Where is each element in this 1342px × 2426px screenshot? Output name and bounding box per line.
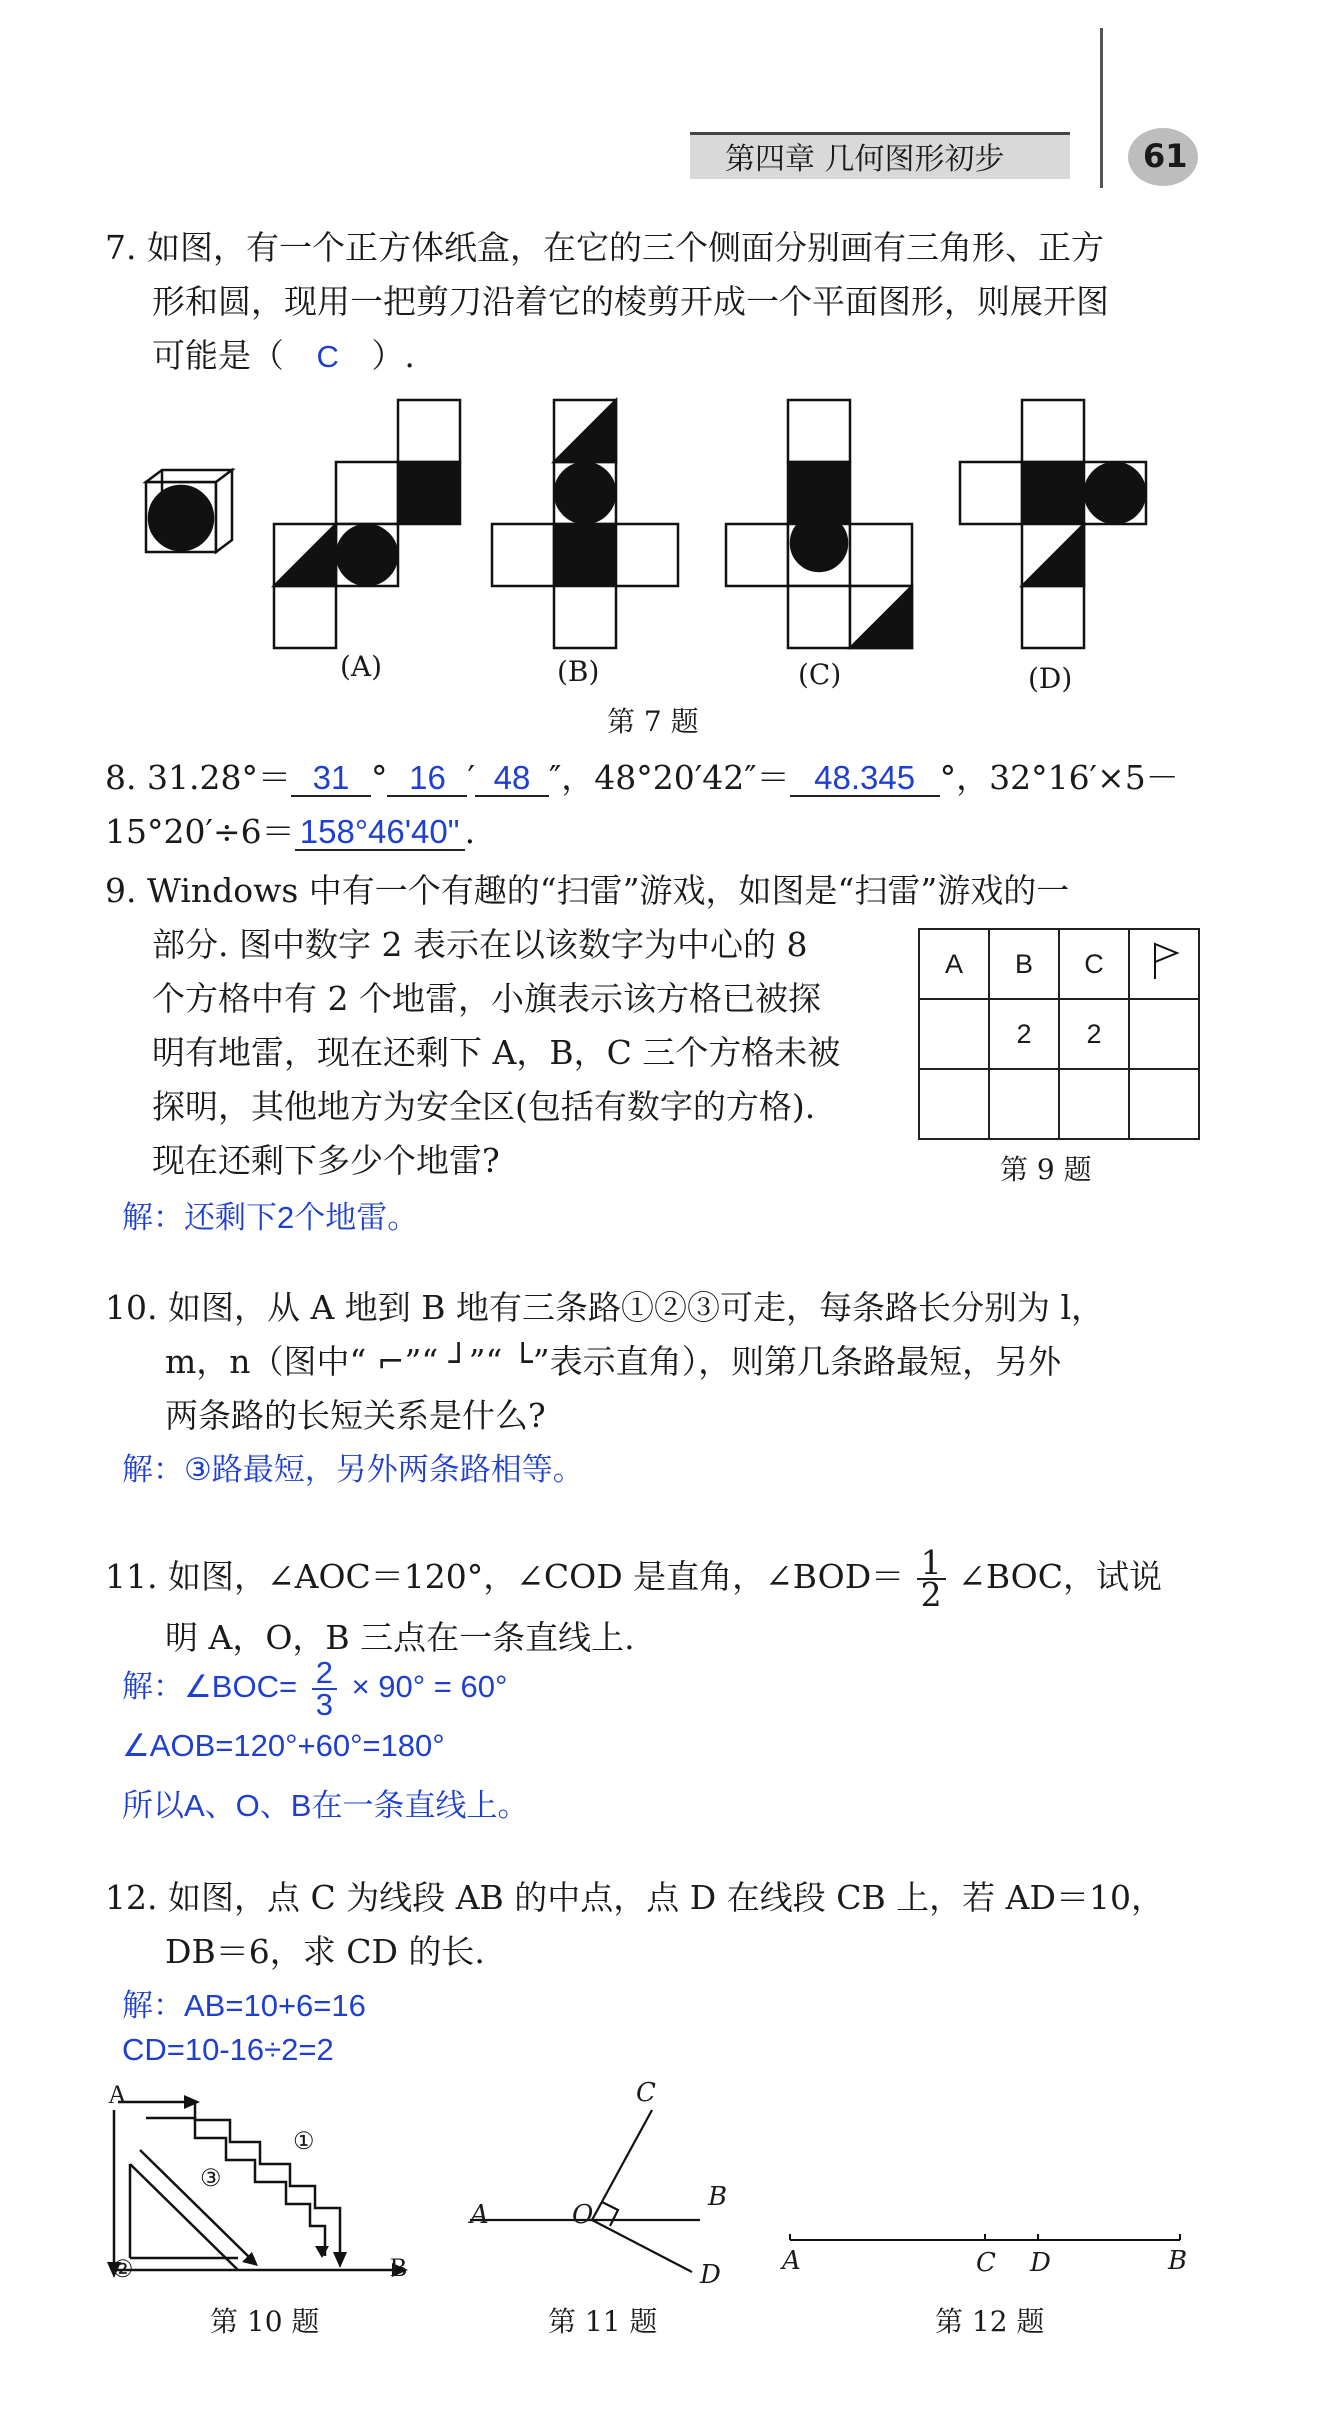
q9-line6: 现在还剩下多少个地雷? <box>152 1141 500 1180</box>
grid-cell <box>919 999 989 1069</box>
fig10-label-route1: ① <box>293 2127 315 2155</box>
chapter-title: 第四章 几何图形初步 <box>725 142 1005 177</box>
q11-answer-line1: 解：∠BOC= $\frac{2}{3}$ × 90° = 60° <box>122 1655 508 1722</box>
q11-caption: 第 11 题 <box>548 2305 658 2338</box>
q10-caption: 第 10 题 <box>210 2305 320 2338</box>
q12-line2: DB＝6，求 CD 的长. <box>165 1932 485 1971</box>
net-option-d <box>960 400 1146 648</box>
fig11-label-o: O <box>572 2200 594 2230</box>
q11-line1: 11. 如图，∠AOC＝120°，∠COD 是直角，∠BOD＝ $\frac{1}{2}$ ∠BOC，试说 <box>105 1543 1162 1614</box>
grid-cell <box>1129 1069 1199 1139</box>
q8-line2: 15°20′÷6＝ 158°46'40" . <box>105 812 476 851</box>
fig12-label-d: D <box>1030 2248 1051 2278</box>
fig10-label-route2: ② <box>112 2255 134 2283</box>
q10-line3: 两条路的长短关系是什么? <box>165 1396 546 1435</box>
header-divider-line <box>1100 28 1103 188</box>
q9-line5: 探明，其他地方为安全区(包括有数字的方格). <box>152 1087 816 1126</box>
q9-caption: 第 9 题 <box>1000 1153 1092 1186</box>
figure-10-paths <box>100 2080 440 2300</box>
net-option-c <box>726 400 912 648</box>
figure-11-angles <box>460 2090 740 2290</box>
minesweeper-grid <box>918 928 1200 1140</box>
grid-cell: 2 <box>1059 999 1129 1069</box>
option-d-label: (D) <box>1028 662 1073 695</box>
fig10-label-b: B <box>390 2253 408 2282</box>
q7-answer: C <box>316 339 339 374</box>
net-option-b <box>492 400 678 648</box>
q11-answer-fraction: $\frac{2}{3}$ <box>312 1658 337 1720</box>
q11-answer-line3: 所以A、O、B在一条直线上。 <box>122 1788 529 1823</box>
q8-line1: 8. 31.28°＝ 31 ° 16 ′ 48 ″，48°20′42″＝ 48.345 °，32°16′×5－ <box>105 758 1179 797</box>
option-c-label: (C) <box>798 658 842 691</box>
grid-cell <box>1129 999 1199 1069</box>
grid-cell <box>919 1069 989 1139</box>
q8-blank-degrees[interactable]: 31 <box>291 761 371 797</box>
grid-cell <box>989 1069 1059 1139</box>
option-a-label: (A) <box>340 650 383 683</box>
fig11-label-b: B <box>708 2182 728 2212</box>
q9-line4: 明有地雷，现在还剩下 A，B，C 三个方格未被 <box>152 1033 841 1072</box>
q12-answer-line1: 解：AB=10+6=16 <box>122 1988 366 2023</box>
grid-cell: C <box>1059 929 1129 999</box>
q7-line2: 形和圆，现用一把剪刀沿着它的棱剪开成一个平面图形，则展开图 <box>152 282 1109 321</box>
q7-line3: 可能是（ C ）. <box>152 336 415 375</box>
q7-caption: 第 7 题 <box>607 705 699 738</box>
q10-line2: m，n（图中“ ⌐”“ ┘”“ └”表示直角），则第几条路最短，另外 <box>165 1342 1062 1381</box>
grid-cell <box>1059 1069 1129 1139</box>
q10-answer: 解：③路最短，另外两条路相等。 <box>122 1452 584 1487</box>
page-number: 61 <box>1143 137 1188 175</box>
q12-answer-line2: CD=10-16÷2=2 <box>122 2032 334 2067</box>
option-b-label: (B) <box>557 655 600 688</box>
q7-line1: 7. 如图，有一个正方体纸盒，在它的三个侧面分别画有三角形、正方 <box>105 228 1104 267</box>
q12-caption: 第 12 题 <box>935 2305 1045 2338</box>
q8-blank-seconds[interactable]: 48 <box>475 761 549 797</box>
q12-line1: 12. 如图，点 C 为线段 AB 的中点，点 D 在线段 CB 上，若 AD＝10， <box>105 1878 1164 1917</box>
fig11-label-c: C <box>636 2078 656 2108</box>
fig12-label-c: C <box>976 2248 996 2278</box>
flag-icon <box>1149 941 1179 981</box>
q8-blank-decimal[interactable]: 48.345 <box>790 761 940 797</box>
cube-figure <box>146 470 232 552</box>
fig11-label-d: D <box>700 2260 721 2290</box>
fig11-label-a: A <box>470 2200 489 2230</box>
q10-line1: 10. 如图，从 A 地到 B 地有三条路①②③可走，每条路长分别为 l， <box>105 1288 1105 1327</box>
grid-cell: 2 <box>989 999 1059 1069</box>
fig10-label-a: A <box>108 2080 127 2109</box>
q7-figures <box>0 390 1342 650</box>
net-option-a <box>274 400 460 648</box>
fig12-label-b: B <box>1168 2246 1188 2276</box>
grid-cell: B <box>989 929 1059 999</box>
q11-line2: 明 A，O，B 三点在一条直线上. <box>165 1618 635 1657</box>
grid-cell: A <box>919 929 989 999</box>
q11-answer-line2: ∠AOB=120°+60°=180° <box>122 1728 445 1763</box>
fig12-label-a: A <box>782 2246 801 2276</box>
fig10-label-route3: ③ <box>200 2164 222 2192</box>
q9-line2: 部分. 图中数字 2 表示在以该数字为中心的 8 <box>152 925 808 964</box>
q9-answer: 解：还剩下2个地雷。 <box>122 1200 419 1235</box>
flag-cell <box>1129 929 1199 999</box>
q9-line3: 个方格中有 2 个地雷，小旗表示该方格已被探 <box>152 979 821 1018</box>
q8-blank-result[interactable]: 158°46'40" <box>295 815 465 851</box>
q8-blank-minutes[interactable]: 16 <box>387 761 467 797</box>
q11-fraction: $\frac{1}{2}$ <box>917 1548 946 1610</box>
q9-line1: 9. Windows 中有一个有趣的“扫雷”游戏，如图是“扫雷”游戏的一 <box>105 871 1070 910</box>
